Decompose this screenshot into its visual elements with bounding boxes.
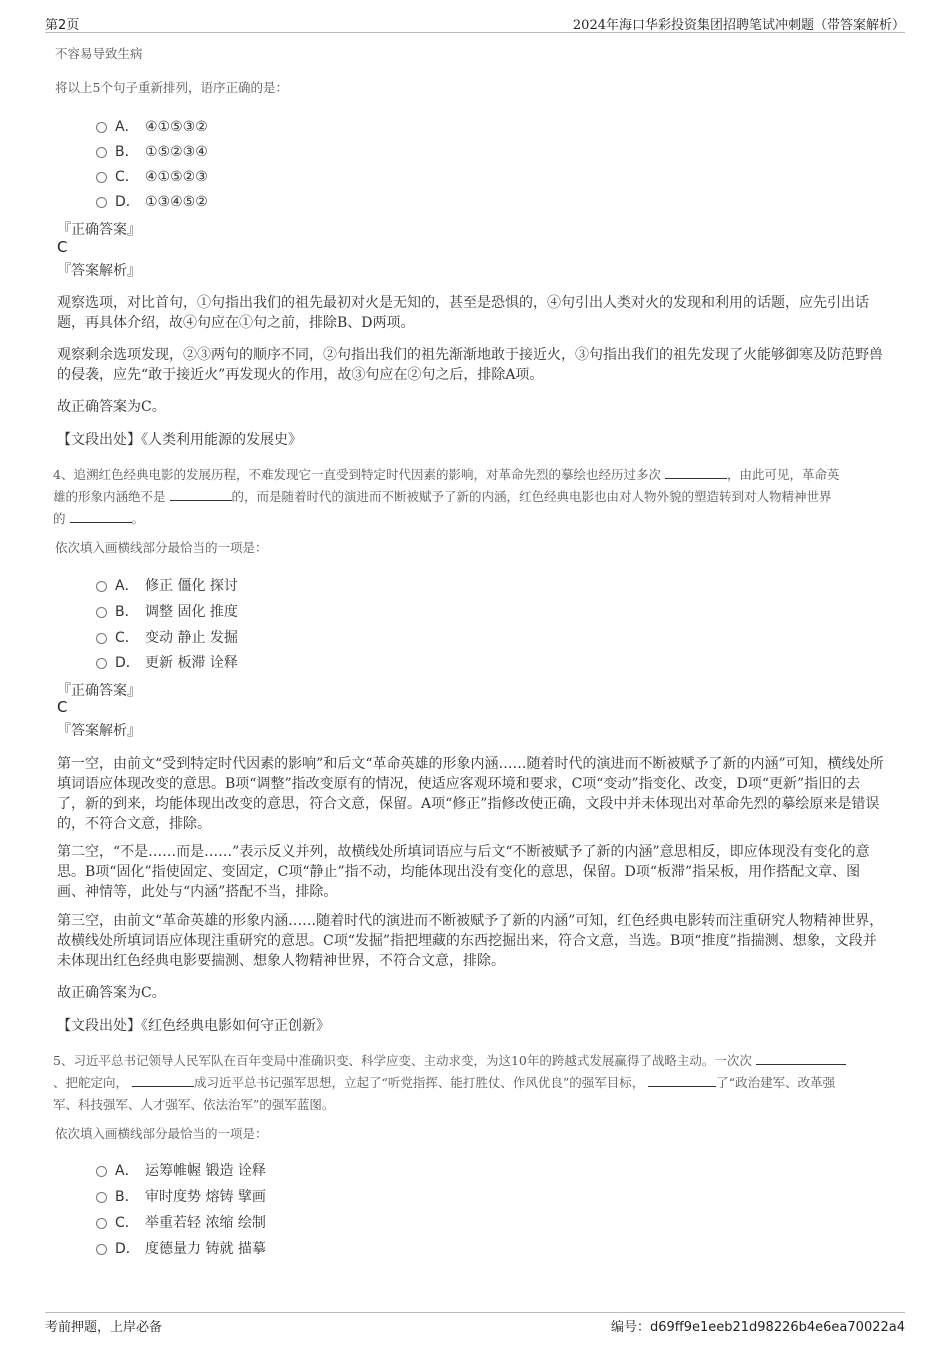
analysis-paragraph: 观察选项，对比首句，①句指出我们的祖先最初对火是无知的，甚至是恐惧的，④句引出人类对火的发现和利用的话题，应先引出话题，再具体介绍，故④句应在①句之前，排除B、D两项。 xyxy=(57,295,869,331)
page-number: 第2页 xyxy=(45,18,80,33)
option-b[interactable]: B． 调整 固化 推度 xyxy=(96,601,238,621)
radio-icon[interactable] xyxy=(96,172,107,183)
option-c[interactable]: C． 举重若轻 浓缩 绘制 xyxy=(96,1212,266,1232)
option-b[interactable]: B． ①⑤②③④ xyxy=(96,141,208,161)
fill-blank[interactable] xyxy=(70,508,132,523)
answer-value: C xyxy=(57,698,68,716)
question-prompt: 依次填入画横线部分最恰当的一项是： xyxy=(55,540,268,555)
radio-icon[interactable] xyxy=(96,1218,107,1229)
analysis-conclusion: 故正确答案为C。 xyxy=(57,985,166,1001)
radio-icon[interactable] xyxy=(96,122,107,133)
answer-value: C xyxy=(57,238,68,256)
fill-blank[interactable] xyxy=(132,1072,194,1087)
analysis-paragraph: 第二空，“不是……而是……”表示反义并列，故横线处所填词语应与后文“不断被赋予了新的内涵”意思相反，即应体现没有变化的意思。B项“固化”指使固定、变固定，C项“静止”指不动，均能体现出没有变化的意思，保留。D项“板滞”指呆板，用作搭配文章、图画、神情等，此处与“内涵”搭配不当，排除。 xyxy=(57,844,870,900)
option-b[interactable]: B． 审时度势 熔铸 擘画 xyxy=(96,1186,266,1206)
fill-blank[interactable] xyxy=(756,1050,846,1065)
question-prompt: 将以上5个句子重新排列，语序正确的是： xyxy=(55,80,288,95)
document-code: 编号：d69ff9e1eeb21d98226b4e6ea70022a4 xyxy=(610,1320,905,1335)
option-d[interactable]: D． 度德量力 铸就 描摹 xyxy=(96,1238,266,1258)
fill-blank[interactable] xyxy=(665,464,727,479)
answer-label: 『正确答案』 xyxy=(57,683,141,699)
analysis-label: 『答案解析』 xyxy=(57,723,141,739)
radio-icon[interactable] xyxy=(96,658,107,669)
radio-icon[interactable] xyxy=(96,581,107,592)
question-stem: 5、习近平总书记领导人民军队在百年变局中准确识变、科学应变、主动求变，为这10年的跨越式发展赢得了战略主动。一次次 、把舵定向， 成习近平总书记强军思想，立起了“听党指挥、能打胜仗、作风优良”的强军目标， 了“政治建军、改革强 军、科技强军、人才强军、依法治军”的强军蓝图。 xyxy=(53,1050,898,1116)
option-c[interactable]: C． ④①⑤②③ xyxy=(96,166,208,186)
fill-blank[interactable] xyxy=(648,1072,716,1087)
option-a[interactable]: A． 运筹帷幄 锻造 诠释 xyxy=(96,1160,266,1180)
fill-blank[interactable] xyxy=(170,486,232,501)
question-stem: 4、追溯红色经典电影的发展历程，不难发现它一直受到特定时代因素的影响，对革命先烈的摹绘也经历过多次 ，由此可见，革命英 雄的形象内涵绝不是 的，而是随着时代的演进而不断被赋予了新的内涵，红色经典电影也由对人物外貌的塑造转到对人物精神世界 的 。 xyxy=(53,464,898,530)
option-d[interactable]: D． ①③④⑤② xyxy=(96,191,208,211)
page-footer xyxy=(45,1312,905,1335)
option-a[interactable]: A． 修正 僵化 探讨 xyxy=(96,575,238,595)
radio-icon[interactable] xyxy=(96,633,107,644)
option-a[interactable]: A． ④①⑤③② xyxy=(96,116,208,136)
source-citation: 【文段出处】《红色经典电影如何守正创新》 xyxy=(57,1018,330,1034)
answer-label: 『正确答案』 xyxy=(57,222,141,238)
analysis-conclusion: 故正确答案为C。 xyxy=(57,399,166,415)
analysis-paragraph: 第三空，由前文“革命英雄的形象内涵……随着时代的演进而不断被赋予了新的内涵”可知，红色经典电影转而注重研究人物精神世界，故横线处所填词语应体现注重研究的意思。C项“发掘”指把埋藏的东西挖掘出来，符合文意，当选。B项“推度”指揣测、想象，文段并未体现出红色经典电影要揣测、想象人物精神世界，不符合文意，排除。 xyxy=(57,913,884,969)
option-c[interactable]: C． 变动 静止 发掘 xyxy=(96,627,238,647)
page-header xyxy=(45,14,905,33)
radio-icon[interactable] xyxy=(96,147,107,158)
analysis-label: 『答案解析』 xyxy=(57,263,141,279)
option-d[interactable]: D． 更新 板滞 诠释 xyxy=(96,652,238,672)
radio-icon[interactable] xyxy=(96,1244,107,1255)
radio-icon[interactable] xyxy=(96,1166,107,1177)
radio-icon[interactable] xyxy=(96,197,107,208)
footer-slogan: 考前押题，上岸必备 xyxy=(45,1320,163,1335)
question-fragment: 不容易导致生病 xyxy=(55,46,143,61)
radio-icon[interactable] xyxy=(96,607,107,618)
analysis-paragraph: 观察剩余选项发现，②③两句的顺序不同，②句指出我们的祖先渐渐地敢于接近火，③句指出我们的祖先发现了火能够御寒及防范野兽的侵袭，应先“敢于接近火”再发现火的作用，故③句应在②句之后，排除A项。 xyxy=(57,347,883,383)
analysis-paragraph: 第一空，由前文“受到特定时代因素的影响”和后文“革命英雄的形象内涵……随着时代的演进而不断被赋予了新的内涵”可知，横线处所填词语应体现改变的意思。B项“调整”指改变原有的情况，使适应客观环境和要求，C项“变动”指变化、改变，D项“更新”指旧的去了，新的到来，均能体现出改变的意思，符合文意，保留。A项“修正”指修改使正确，文段中并未体现出对革命先烈的摹绘原来是错误的，不符合文意，排除。 xyxy=(57,756,884,832)
source-citation: 【文段出处】《人类利用能源的发展史》 xyxy=(57,432,302,448)
question-prompt: 依次填入画横线部分最恰当的一项是： xyxy=(55,1126,268,1141)
document-title: 2024年海口华彩投资集团招聘笔试冲刺题（带答案解析） xyxy=(572,18,905,33)
radio-icon[interactable] xyxy=(96,1192,107,1203)
